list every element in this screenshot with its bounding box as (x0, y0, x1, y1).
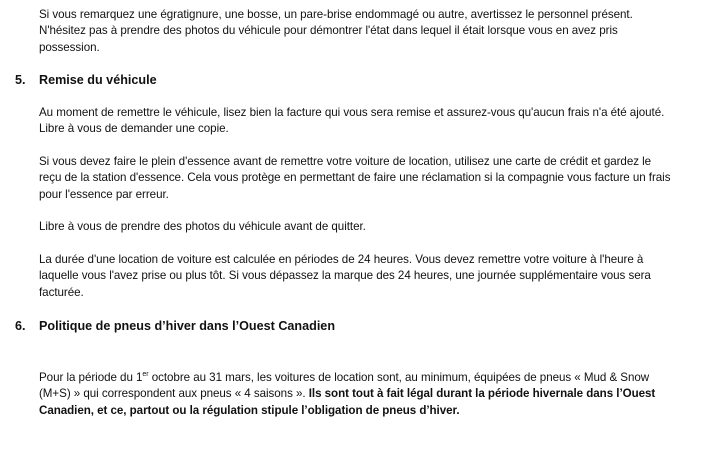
section-6-title: Politique de pneus d’hiver dans l’Ouest Canadien (39, 319, 336, 333)
intro-paragraph (39, 7, 671, 56)
section-5-heading (15, 72, 157, 88)
section-5-number: 5. (15, 73, 26, 87)
section-6-paragraph-1 (39, 370, 671, 419)
section-6-p1-bold: Ils sont tout à fait légal durant la période hivernale dans l’Ouest Canadien, et ce, partout ou la régulation stipule l’obligation de pneus d’hiver. (39, 387, 656, 417)
section-5-paragraph-1: Au moment de remettre le véhicule, lisez bien la facture qui vous sera remise et assurez-vous qu'aucun frais n'a été ajouté. Libre à vous de demander une copie. (39, 106, 665, 136)
section-5-paragraph-2: Si vous devez faire le plein d'essence avant de remettre votre voiture de location, utilisez une carte de crédit et gardez le reçu de la station d'essence. Cela vous protège en permettant de faire une réclamation si la compagnie vous facture un frais pour l'essence par erreur. (39, 155, 671, 201)
section-6-p1-text-a: Pour la période du 1 (39, 371, 143, 384)
section-6-p1-ordinal: er (142, 371, 149, 379)
section-6-heading (15, 318, 335, 334)
section-5-title: Remise du véhicule (39, 73, 157, 87)
intro-line-1: Si vous remarquez une égratignure, une bosse, un pare-brise endommagé ou autre, avertissez le personnel présent. (39, 8, 633, 21)
section-5-paragraph-4: La durée d'une location de voiture est calculée en périodes de 24 heures. Vous devez remettre votre voiture à l'heure à laquelle vous l'avez prise ou plus tôt. Si vous dépassez la marque des 24 heures, une journée supplémentaire vous sera facturée. (39, 253, 651, 299)
section-6-number: 6. (15, 319, 26, 333)
section-6-p1-text-b: octobre au 31 mars, les voitures de location sont, au minimum, équipées de pneus « Mud & Snow (M+S) » qui correspondent aux pneus « 4 saisons ». (39, 371, 650, 401)
intro-line-3: possession. (39, 40, 100, 54)
intro-line-2: N'hésitez pas à prendre des photos du véhicule pour démontrer l'état dans lequel il était lorsque vous en avez pris (39, 24, 618, 38)
section-5-paragraph-3: Libre à vous de prendre des photos du véhicule avant de quitter. (39, 220, 366, 233)
